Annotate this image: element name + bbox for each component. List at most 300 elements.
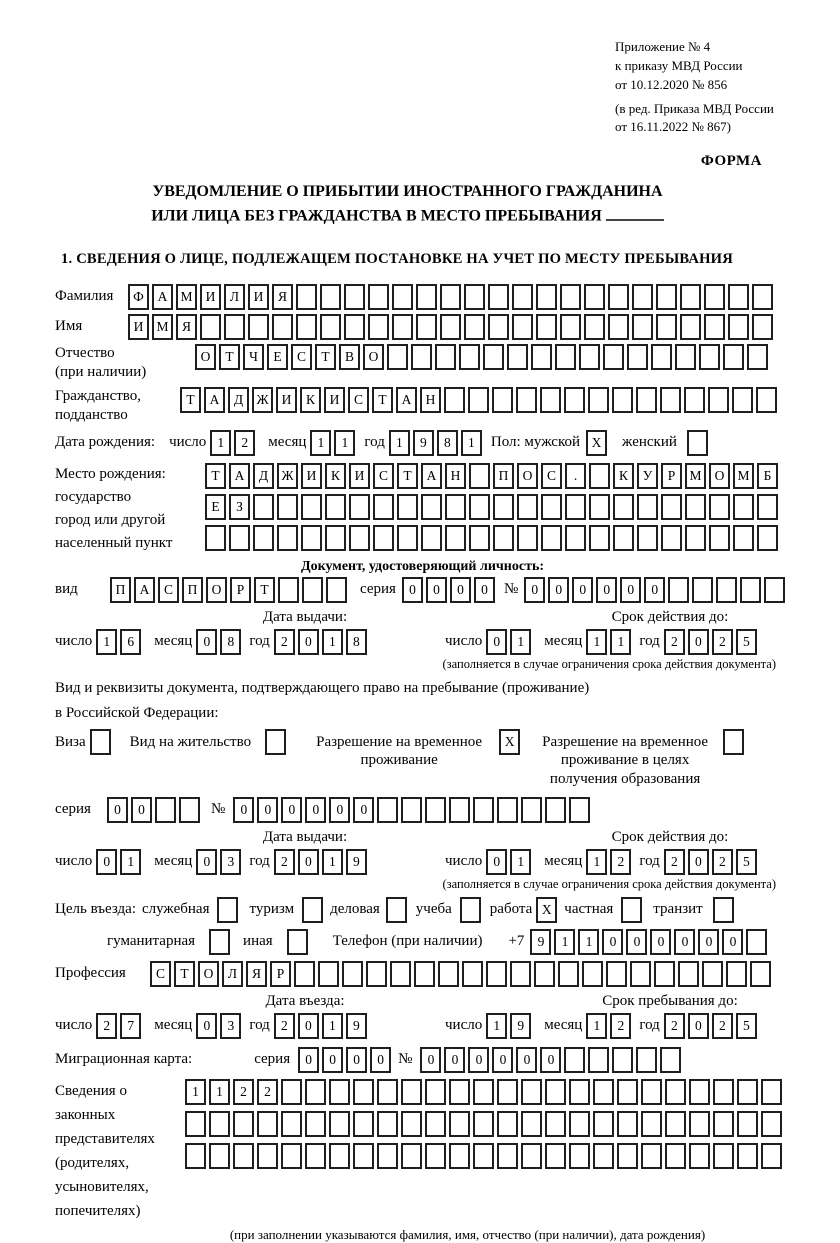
char-cell[interactable]: М bbox=[176, 284, 197, 310]
char-cell[interactable] bbox=[497, 1079, 518, 1105]
char-cell[interactable]: В bbox=[339, 344, 360, 370]
char-cell[interactable] bbox=[353, 1143, 374, 1169]
char-cell[interactable]: 0 bbox=[474, 577, 495, 603]
char-cell[interactable]: 0 bbox=[468, 1047, 489, 1073]
char-cell[interactable]: П bbox=[110, 577, 131, 603]
char-cell[interactable] bbox=[373, 494, 394, 520]
char-cell[interactable]: 5 bbox=[736, 1013, 757, 1039]
char-cell[interactable] bbox=[740, 577, 761, 603]
char-cell[interactable] bbox=[761, 1143, 782, 1169]
char-cell[interactable] bbox=[560, 314, 581, 340]
char-cell[interactable]: . bbox=[565, 463, 586, 489]
char-cell[interactable] bbox=[277, 525, 298, 551]
char-cell[interactable]: 0 bbox=[492, 1047, 513, 1073]
char-cell[interactable] bbox=[713, 1079, 734, 1105]
char-cell[interactable] bbox=[593, 1111, 614, 1137]
char-cell[interactable]: И bbox=[324, 387, 345, 413]
char-cell[interactable] bbox=[444, 387, 465, 413]
char-cell[interactable]: 0 bbox=[698, 929, 719, 955]
char-cell[interactable] bbox=[565, 494, 586, 520]
char-cell[interactable] bbox=[704, 314, 725, 340]
char-cell[interactable]: 1 bbox=[334, 430, 355, 456]
char-cell[interactable] bbox=[272, 314, 293, 340]
char-cell[interactable]: 0 bbox=[298, 1047, 319, 1073]
char-cell[interactable]: Д bbox=[228, 387, 249, 413]
char-cell[interactable]: О bbox=[709, 463, 730, 489]
char-cell[interactable] bbox=[497, 1111, 518, 1137]
char-cell[interactable] bbox=[569, 1079, 590, 1105]
char-cell[interactable]: 0 bbox=[322, 1047, 343, 1073]
char-cell[interactable]: И bbox=[248, 284, 269, 310]
char-cell[interactable] bbox=[668, 577, 689, 603]
char-cell[interactable]: 0 bbox=[486, 629, 507, 655]
char-cell[interactable] bbox=[678, 961, 699, 987]
char-cell[interactable] bbox=[469, 463, 490, 489]
char-cell[interactable] bbox=[540, 387, 561, 413]
char-cell[interactable] bbox=[516, 387, 537, 413]
char-cell[interactable]: Т bbox=[372, 387, 393, 413]
char-cell[interactable] bbox=[713, 897, 734, 923]
char-cell[interactable]: 1 bbox=[389, 430, 410, 456]
char-cell[interactable] bbox=[584, 314, 605, 340]
char-cell[interactable]: 2 bbox=[610, 1013, 631, 1039]
char-cell[interactable]: 0 bbox=[524, 577, 545, 603]
char-cell[interactable] bbox=[305, 1143, 326, 1169]
char-cell[interactable]: К bbox=[325, 463, 346, 489]
char-cell[interactable]: О bbox=[363, 344, 384, 370]
char-cell[interactable] bbox=[473, 1111, 494, 1137]
char-cell[interactable] bbox=[281, 1079, 302, 1105]
char-cell[interactable]: 2 bbox=[233, 1079, 254, 1105]
char-cell[interactable] bbox=[689, 1079, 710, 1105]
char-cell[interactable]: Н bbox=[420, 387, 441, 413]
char-cell[interactable] bbox=[377, 1079, 398, 1105]
char-cell[interactable] bbox=[545, 1111, 566, 1137]
char-cell[interactable]: 1 bbox=[586, 849, 607, 875]
char-cell[interactable] bbox=[685, 494, 706, 520]
char-cell[interactable]: О bbox=[206, 577, 227, 603]
char-cell[interactable] bbox=[377, 1143, 398, 1169]
char-cell[interactable] bbox=[632, 284, 653, 310]
char-cell[interactable] bbox=[560, 284, 581, 310]
char-cell[interactable] bbox=[493, 525, 514, 551]
char-cell[interactable] bbox=[366, 961, 387, 987]
char-cell[interactable]: 0 bbox=[426, 577, 447, 603]
char-cell[interactable] bbox=[541, 525, 562, 551]
char-cell[interactable] bbox=[438, 961, 459, 987]
char-cell[interactable] bbox=[492, 387, 513, 413]
char-cell[interactable]: Л bbox=[222, 961, 243, 987]
char-cell[interactable] bbox=[326, 577, 347, 603]
char-cell[interactable] bbox=[569, 1143, 590, 1169]
char-cell[interactable] bbox=[257, 1143, 278, 1169]
char-cell[interactable]: 0 bbox=[602, 929, 623, 955]
char-cell[interactable] bbox=[708, 387, 729, 413]
char-cell[interactable] bbox=[608, 284, 629, 310]
char-cell[interactable]: 0 bbox=[196, 849, 217, 875]
char-cell[interactable] bbox=[329, 1079, 350, 1105]
char-cell[interactable] bbox=[248, 314, 269, 340]
char-cell[interactable] bbox=[713, 1143, 734, 1169]
char-cell[interactable]: И bbox=[301, 463, 322, 489]
char-cell[interactable] bbox=[459, 344, 480, 370]
char-cell[interactable] bbox=[637, 494, 658, 520]
char-cell[interactable] bbox=[469, 525, 490, 551]
char-cell[interactable] bbox=[257, 1111, 278, 1137]
char-cell[interactable]: 0 bbox=[107, 797, 128, 823]
char-cell[interactable] bbox=[684, 387, 705, 413]
char-cell[interactable] bbox=[582, 961, 603, 987]
char-cell[interactable] bbox=[558, 961, 579, 987]
char-cell[interactable] bbox=[627, 344, 648, 370]
char-cell[interactable] bbox=[545, 1143, 566, 1169]
char-cell[interactable] bbox=[449, 1111, 470, 1137]
char-cell[interactable]: Т bbox=[219, 344, 240, 370]
char-cell[interactable]: 0 bbox=[233, 797, 254, 823]
char-cell[interactable]: Ж bbox=[252, 387, 273, 413]
char-cell[interactable] bbox=[579, 344, 600, 370]
char-cell[interactable]: С bbox=[373, 463, 394, 489]
char-cell[interactable] bbox=[460, 897, 481, 923]
char-cell[interactable]: З bbox=[229, 494, 250, 520]
char-cell[interactable] bbox=[737, 1143, 758, 1169]
char-cell[interactable] bbox=[445, 494, 466, 520]
char-cell[interactable]: 0 bbox=[370, 1047, 391, 1073]
char-cell[interactable] bbox=[709, 525, 730, 551]
char-cell[interactable] bbox=[179, 797, 200, 823]
char-cell[interactable] bbox=[702, 961, 723, 987]
char-cell[interactable]: Т bbox=[397, 463, 418, 489]
char-cell[interactable] bbox=[305, 1079, 326, 1105]
char-cell[interactable] bbox=[637, 525, 658, 551]
char-cell[interactable] bbox=[612, 387, 633, 413]
char-cell[interactable] bbox=[603, 344, 624, 370]
char-cell[interactable] bbox=[680, 314, 701, 340]
char-cell[interactable] bbox=[296, 314, 317, 340]
char-cell[interactable] bbox=[401, 797, 422, 823]
char-cell[interactable]: 0 bbox=[644, 577, 665, 603]
char-cell[interactable]: Н bbox=[445, 463, 466, 489]
char-cell[interactable] bbox=[656, 314, 677, 340]
char-cell[interactable] bbox=[757, 525, 778, 551]
char-cell[interactable] bbox=[320, 284, 341, 310]
char-cell[interactable] bbox=[318, 961, 339, 987]
char-cell[interactable]: 0 bbox=[298, 629, 319, 655]
char-cell[interactable] bbox=[329, 1143, 350, 1169]
char-cell[interactable] bbox=[588, 387, 609, 413]
char-cell[interactable] bbox=[747, 344, 768, 370]
char-cell[interactable] bbox=[564, 1047, 585, 1073]
char-cell[interactable] bbox=[468, 387, 489, 413]
char-cell[interactable]: 3 bbox=[220, 849, 241, 875]
char-cell[interactable] bbox=[377, 797, 398, 823]
char-cell[interactable]: 1 bbox=[578, 929, 599, 955]
char-cell[interactable] bbox=[617, 1143, 638, 1169]
char-cell[interactable]: 2 bbox=[274, 629, 295, 655]
char-cell[interactable] bbox=[305, 1111, 326, 1137]
char-cell[interactable] bbox=[281, 1143, 302, 1169]
char-cell[interactable] bbox=[301, 525, 322, 551]
char-cell[interactable]: 0 bbox=[540, 1047, 561, 1073]
char-cell[interactable] bbox=[368, 284, 389, 310]
char-cell[interactable] bbox=[521, 1079, 542, 1105]
char-cell[interactable] bbox=[217, 897, 238, 923]
char-cell[interactable] bbox=[617, 1079, 638, 1105]
char-cell[interactable] bbox=[613, 494, 634, 520]
char-cell[interactable]: 9 bbox=[413, 430, 434, 456]
char-cell[interactable] bbox=[253, 494, 274, 520]
char-cell[interactable]: М bbox=[685, 463, 706, 489]
char-cell[interactable] bbox=[392, 314, 413, 340]
char-cell[interactable]: Т bbox=[205, 463, 226, 489]
char-cell[interactable] bbox=[486, 961, 507, 987]
char-cell[interactable] bbox=[229, 525, 250, 551]
char-cell[interactable] bbox=[612, 1047, 633, 1073]
char-cell[interactable]: 2 bbox=[712, 1013, 733, 1039]
char-cell[interactable]: X bbox=[499, 729, 520, 755]
char-cell[interactable]: 0 bbox=[650, 929, 671, 955]
char-cell[interactable] bbox=[353, 1111, 374, 1137]
char-cell[interactable] bbox=[621, 897, 642, 923]
char-cell[interactable]: 0 bbox=[626, 929, 647, 955]
char-cell[interactable] bbox=[737, 1111, 758, 1137]
char-cell[interactable] bbox=[517, 525, 538, 551]
char-cell[interactable] bbox=[589, 494, 610, 520]
char-cell[interactable]: А bbox=[229, 463, 250, 489]
char-cell[interactable]: 2 bbox=[664, 629, 685, 655]
char-cell[interactable] bbox=[425, 1143, 446, 1169]
char-cell[interactable]: М bbox=[152, 314, 173, 340]
char-cell[interactable]: Л bbox=[224, 284, 245, 310]
char-cell[interactable] bbox=[349, 525, 370, 551]
char-cell[interactable]: 0 bbox=[596, 577, 617, 603]
char-cell[interactable]: 1 bbox=[486, 1013, 507, 1039]
char-cell[interactable] bbox=[606, 961, 627, 987]
char-cell[interactable] bbox=[200, 314, 221, 340]
char-cell[interactable] bbox=[728, 314, 749, 340]
char-cell[interactable] bbox=[536, 314, 557, 340]
char-cell[interactable]: Т bbox=[315, 344, 336, 370]
char-cell[interactable]: 2 bbox=[664, 849, 685, 875]
char-cell[interactable]: Т bbox=[254, 577, 275, 603]
char-cell[interactable] bbox=[756, 387, 777, 413]
char-cell[interactable]: 0 bbox=[450, 577, 471, 603]
char-cell[interactable]: 7 bbox=[120, 1013, 141, 1039]
char-cell[interactable] bbox=[733, 494, 754, 520]
char-cell[interactable]: 1 bbox=[510, 629, 531, 655]
char-cell[interactable] bbox=[353, 1079, 374, 1105]
char-cell[interactable] bbox=[497, 1143, 518, 1169]
char-cell[interactable] bbox=[713, 1111, 734, 1137]
char-cell[interactable]: Е bbox=[205, 494, 226, 520]
char-cell[interactable]: 2 bbox=[664, 1013, 685, 1039]
char-cell[interactable] bbox=[752, 284, 773, 310]
char-cell[interactable] bbox=[445, 525, 466, 551]
char-cell[interactable] bbox=[325, 525, 346, 551]
char-cell[interactable]: П bbox=[493, 463, 514, 489]
char-cell[interactable]: И bbox=[276, 387, 297, 413]
char-cell[interactable]: 1 bbox=[586, 1013, 607, 1039]
char-cell[interactable]: 1 bbox=[322, 629, 343, 655]
char-cell[interactable] bbox=[565, 525, 586, 551]
char-cell[interactable] bbox=[630, 961, 651, 987]
char-cell[interactable] bbox=[440, 284, 461, 310]
char-cell[interactable] bbox=[425, 1111, 446, 1137]
char-cell[interactable] bbox=[425, 797, 446, 823]
char-cell[interactable]: А bbox=[134, 577, 155, 603]
char-cell[interactable] bbox=[726, 961, 747, 987]
char-cell[interactable]: О bbox=[517, 463, 538, 489]
char-cell[interactable] bbox=[641, 1143, 662, 1169]
char-cell[interactable] bbox=[277, 494, 298, 520]
char-cell[interactable] bbox=[155, 797, 176, 823]
char-cell[interactable]: 8 bbox=[346, 629, 367, 655]
char-cell[interactable] bbox=[344, 314, 365, 340]
char-cell[interactable]: М bbox=[733, 463, 754, 489]
char-cell[interactable] bbox=[435, 344, 456, 370]
char-cell[interactable] bbox=[488, 314, 509, 340]
char-cell[interactable] bbox=[761, 1111, 782, 1137]
char-cell[interactable] bbox=[449, 1143, 470, 1169]
char-cell[interactable]: 9 bbox=[530, 929, 551, 955]
char-cell[interactable] bbox=[414, 961, 435, 987]
char-cell[interactable]: 2 bbox=[274, 1013, 295, 1039]
char-cell[interactable] bbox=[90, 729, 111, 755]
char-cell[interactable] bbox=[497, 797, 518, 823]
char-cell[interactable]: 0 bbox=[281, 797, 302, 823]
char-cell[interactable] bbox=[449, 1079, 470, 1105]
char-cell[interactable]: К bbox=[613, 463, 634, 489]
char-cell[interactable]: 0 bbox=[196, 629, 217, 655]
char-cell[interactable] bbox=[636, 1047, 657, 1073]
char-cell[interactable]: О bbox=[198, 961, 219, 987]
char-cell[interactable]: 2 bbox=[712, 629, 733, 655]
char-cell[interactable] bbox=[521, 797, 542, 823]
char-cell[interactable]: 0 bbox=[298, 849, 319, 875]
char-cell[interactable] bbox=[397, 494, 418, 520]
char-cell[interactable] bbox=[654, 961, 675, 987]
char-cell[interactable]: 0 bbox=[674, 929, 695, 955]
char-cell[interactable]: К bbox=[300, 387, 321, 413]
char-cell[interactable] bbox=[521, 1111, 542, 1137]
char-cell[interactable] bbox=[661, 525, 682, 551]
char-cell[interactable]: 1 bbox=[461, 430, 482, 456]
char-cell[interactable] bbox=[723, 344, 744, 370]
char-cell[interactable] bbox=[349, 494, 370, 520]
char-cell[interactable]: 6 bbox=[120, 629, 141, 655]
char-cell[interactable]: X bbox=[586, 430, 607, 456]
char-cell[interactable] bbox=[632, 314, 653, 340]
char-cell[interactable] bbox=[555, 344, 576, 370]
char-cell[interactable]: 1 bbox=[586, 629, 607, 655]
char-cell[interactable] bbox=[692, 577, 713, 603]
char-cell[interactable]: 0 bbox=[96, 849, 117, 875]
char-cell[interactable]: С bbox=[158, 577, 179, 603]
char-cell[interactable]: Б bbox=[757, 463, 778, 489]
char-cell[interactable]: 0 bbox=[688, 629, 709, 655]
char-cell[interactable] bbox=[253, 525, 274, 551]
char-cell[interactable] bbox=[689, 1111, 710, 1137]
char-cell[interactable]: 1 bbox=[120, 849, 141, 875]
char-cell[interactable]: 1 bbox=[554, 929, 575, 955]
char-cell[interactable]: 5 bbox=[736, 629, 757, 655]
char-cell[interactable]: 2 bbox=[234, 430, 255, 456]
char-cell[interactable]: Р bbox=[230, 577, 251, 603]
char-cell[interactable] bbox=[373, 525, 394, 551]
char-cell[interactable] bbox=[699, 344, 720, 370]
char-cell[interactable]: У bbox=[637, 463, 658, 489]
char-cell[interactable] bbox=[665, 1143, 686, 1169]
char-cell[interactable] bbox=[421, 525, 442, 551]
char-cell[interactable] bbox=[689, 1143, 710, 1169]
char-cell[interactable]: П bbox=[182, 577, 203, 603]
char-cell[interactable] bbox=[473, 1079, 494, 1105]
char-cell[interactable] bbox=[737, 1079, 758, 1105]
char-cell[interactable] bbox=[764, 577, 785, 603]
char-cell[interactable] bbox=[723, 729, 744, 755]
char-cell[interactable]: Р bbox=[270, 961, 291, 987]
char-cell[interactable] bbox=[512, 284, 533, 310]
char-cell[interactable]: 0 bbox=[572, 577, 593, 603]
char-cell[interactable] bbox=[584, 284, 605, 310]
char-cell[interactable]: Е bbox=[267, 344, 288, 370]
char-cell[interactable] bbox=[425, 1079, 446, 1105]
char-cell[interactable] bbox=[464, 284, 485, 310]
char-cell[interactable]: 1 bbox=[185, 1079, 206, 1105]
char-cell[interactable] bbox=[536, 284, 557, 310]
char-cell[interactable] bbox=[757, 494, 778, 520]
char-cell[interactable] bbox=[732, 387, 753, 413]
char-cell[interactable] bbox=[541, 494, 562, 520]
char-cell[interactable] bbox=[302, 577, 323, 603]
char-cell[interactable] bbox=[733, 525, 754, 551]
char-cell[interactable] bbox=[287, 929, 308, 955]
char-cell[interactable]: 0 bbox=[620, 577, 641, 603]
char-cell[interactable]: А bbox=[152, 284, 173, 310]
char-cell[interactable]: 9 bbox=[510, 1013, 531, 1039]
char-cell[interactable] bbox=[392, 284, 413, 310]
char-cell[interactable]: И bbox=[200, 284, 221, 310]
char-cell[interactable] bbox=[750, 961, 771, 987]
char-cell[interactable]: 2 bbox=[610, 849, 631, 875]
char-cell[interactable]: 0 bbox=[548, 577, 569, 603]
char-cell[interactable]: 8 bbox=[437, 430, 458, 456]
char-cell[interactable] bbox=[665, 1079, 686, 1105]
char-cell[interactable] bbox=[209, 1111, 230, 1137]
char-cell[interactable]: 0 bbox=[329, 797, 350, 823]
char-cell[interactable]: С bbox=[291, 344, 312, 370]
char-cell[interactable]: Р bbox=[661, 463, 682, 489]
char-cell[interactable] bbox=[411, 344, 432, 370]
char-cell[interactable]: 2 bbox=[96, 1013, 117, 1039]
char-cell[interactable]: 0 bbox=[131, 797, 152, 823]
char-cell[interactable] bbox=[728, 284, 749, 310]
char-cell[interactable]: С bbox=[348, 387, 369, 413]
char-cell[interactable]: 0 bbox=[402, 577, 423, 603]
char-cell[interactable] bbox=[401, 1111, 422, 1137]
char-cell[interactable] bbox=[387, 344, 408, 370]
char-cell[interactable] bbox=[224, 314, 245, 340]
char-cell[interactable] bbox=[342, 961, 363, 987]
char-cell[interactable]: 8 bbox=[220, 629, 241, 655]
char-cell[interactable] bbox=[185, 1143, 206, 1169]
char-cell[interactable] bbox=[617, 1111, 638, 1137]
char-cell[interactable] bbox=[660, 1047, 681, 1073]
char-cell[interactable]: 0 bbox=[196, 1013, 217, 1039]
char-cell[interactable] bbox=[281, 1111, 302, 1137]
char-cell[interactable] bbox=[386, 897, 407, 923]
char-cell[interactable] bbox=[545, 1079, 566, 1105]
